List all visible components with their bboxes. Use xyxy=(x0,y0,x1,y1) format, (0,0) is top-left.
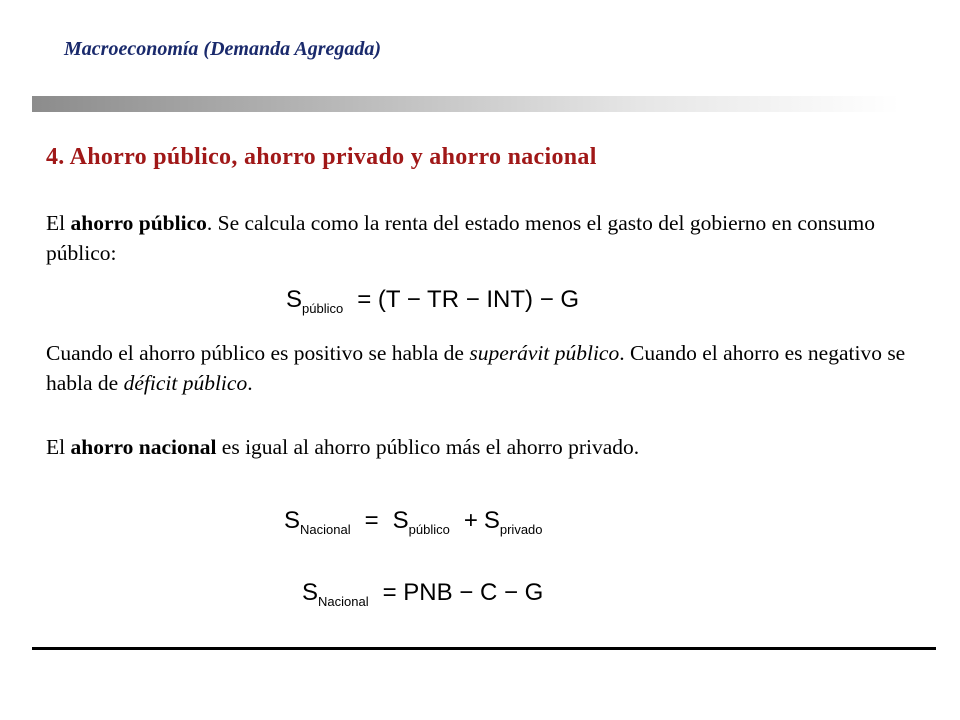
slide-header: Macroeconomía (Demanda Agregada) xyxy=(64,38,382,60)
eq-rhs: = PNB − C − G xyxy=(382,579,544,606)
eq-symbol: S xyxy=(302,579,319,606)
text: El xyxy=(46,211,71,235)
section-title: 4. Ahorro público, ahorro privado y ahorro nacional xyxy=(46,144,597,170)
text: es igual al ahorro público más el ahorro privado. xyxy=(216,435,640,459)
header-gradient-bar xyxy=(32,96,900,112)
eq-subscript: Nacional xyxy=(318,594,369,609)
bottom-divider xyxy=(32,647,936,650)
italic-term: superávit público xyxy=(469,341,620,365)
eq-symbol: S xyxy=(286,286,303,313)
equation-ahorro-publico xyxy=(286,285,579,324)
eq-symbol: S xyxy=(483,507,500,534)
eq-subscript: público xyxy=(302,301,344,316)
text: . Cuando el ahorro es negativo se habla de xyxy=(46,341,906,395)
eq-operator: + xyxy=(463,507,478,534)
bold-term: ahorro nacional xyxy=(70,435,217,459)
eq-symbol: S xyxy=(392,507,409,534)
eq-symbol: S xyxy=(284,507,301,534)
bold-term: ahorro público xyxy=(70,211,207,235)
eq-subscript: público xyxy=(408,522,450,537)
text: . xyxy=(247,371,253,395)
italic-term: déficit público xyxy=(123,371,248,395)
equation-ahorro-nacional-pnb xyxy=(302,578,543,617)
equation-ahorro-nacional-suma xyxy=(284,506,543,545)
paragraph-ahorro-publico xyxy=(46,208,906,268)
text: . Se calcula como la renta del estado menos el gasto del gobierno en consumo público: xyxy=(46,211,875,265)
text: El xyxy=(46,435,71,459)
eq-operator: = xyxy=(364,507,379,534)
text: Cuando el ahorro público es positivo se habla de xyxy=(46,341,470,365)
eq-subscript: privado xyxy=(499,522,543,537)
paragraph-ahorro-nacional xyxy=(46,432,906,462)
paragraph-superavit-deficit xyxy=(46,338,906,398)
eq-rhs: = (T − TR − INT) − G xyxy=(357,286,580,313)
eq-subscript: Nacional xyxy=(300,522,351,537)
